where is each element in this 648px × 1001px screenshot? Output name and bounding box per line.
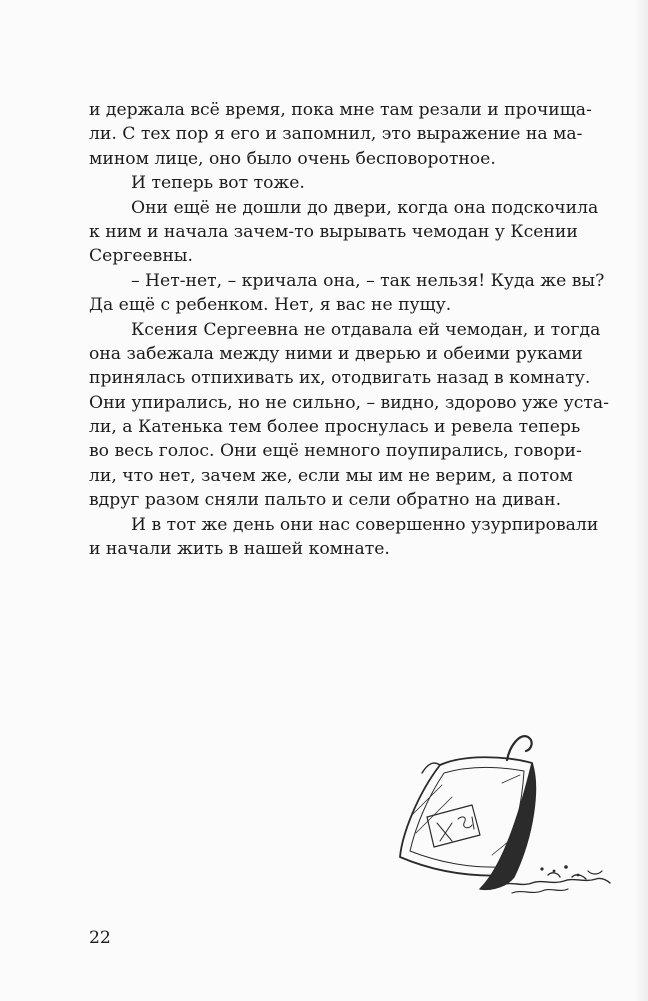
page-number: 22	[89, 928, 111, 948]
ground-scribbles	[502, 878, 610, 885]
suitcase-shadow	[480, 763, 535, 889]
text-line-16: ли, что нет, зачем же, если мы им не верим, а потом	[89, 465, 573, 486]
text-line-2: ли. С тех пор я его и запомнил, это выражение на ма-	[89, 124, 583, 145]
text-line-15: во весь голос. Они ещё немного поупирались, говори-	[89, 441, 582, 462]
text-line-17: вдруг разом сняли пальто и сели обратно на диван.	[89, 490, 562, 511]
text-line-10: Ксения Сергеевна не отдавала ей чемодан, и тогда	[131, 319, 601, 340]
text-line-13: Они упирались, но не сильно, – видно, здорово уже уста-	[89, 392, 609, 413]
page-edge-shadow	[634, 0, 648, 1001]
body-text	[89, 98, 611, 561]
text-line-4: И теперь вот тоже.	[131, 173, 305, 194]
text-line-11: она забежала между ними и дверью и обеими руками	[89, 343, 583, 364]
text-line-9: Да ещё с ребенком. Нет, я вас не пущу.	[89, 295, 452, 316]
text-line-8: – Нет-нет, – кричала она, – так нельзя! Куда же вы?	[131, 270, 605, 291]
text-line-5: Они ещё не дошли до двери, когда она подскочила	[131, 197, 599, 218]
suitcase-handle	[507, 736, 532, 760]
text-line-7: Сергеевны.	[89, 246, 193, 267]
text-line-18: И в тот же день они нас совершенно узурпировали	[131, 514, 599, 535]
text-line-19: и начали жить в нашей комнате.	[89, 539, 390, 560]
suitcase-label	[427, 805, 480, 847]
text-line-1: и держала всё время, пока мне там резали и прочища-	[89, 100, 592, 120]
text-line-14: ли, а Катенька тем более проснулась и ревела теперь	[89, 417, 581, 438]
suitcase-sketch-illustration	[382, 725, 612, 905]
text-line-6: к ним и начала зачем-то вырывать чемодан у Ксении	[89, 221, 578, 242]
text-line-12: принялась отпихивать их, отодвигать назад в комнату.	[89, 368, 591, 389]
text-line-3: мином лице, оно было очень бесповоротное.	[89, 148, 496, 169]
